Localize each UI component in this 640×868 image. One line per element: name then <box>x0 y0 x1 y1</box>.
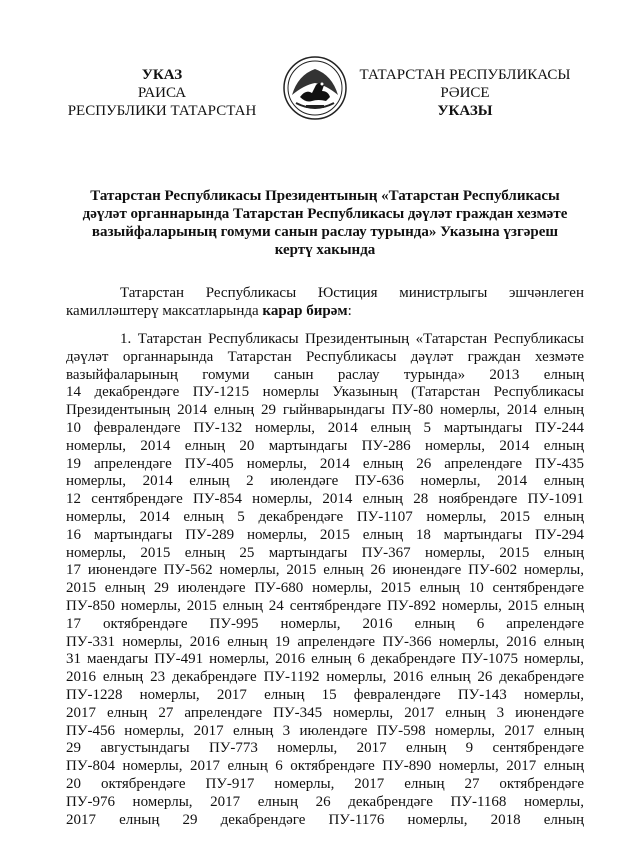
paragraph-1-line: ПУ-331 номерлы, 2016 елның 19 апрелендәге ПУ-366 номерлы, 2016 елның <box>66 633 584 650</box>
paragraph-1-line: 2016 елның 23 декабрендәге ПУ-1192 номерлы, 2016 елның 26 декабрендәге <box>66 669 584 686</box>
paragraph-1-line: ПУ-976 номерлы, 2017 елның 26 декабрендәге ПУ-1168 номерлы, <box>66 793 584 810</box>
header-left-line-1: УКАЗ <box>141 67 183 83</box>
paragraph-1-line: 31 маендагы ПУ-491 номерлы, 2016 елның 6 декабрендәге ПУ-1075 номерлы, <box>66 651 584 668</box>
paragraph-1-line: 2017 елның 27 апрелендәге ПУ-345 номерлы, 2017 елның 3 июнендәге <box>66 704 584 721</box>
paragraph-1-line: 20 октябрендәге ПУ-917 номерлы, 2017 елның 27 октябрендәге <box>66 775 584 792</box>
paragraph-1-line: 1. Татарстан Республикасы Президентының «Татарстан Республикасы <box>120 331 584 347</box>
paragraph-1-line: ПУ-456 номерлы, 2017 елның 3 июлендәге ПУ-598 номерлы, 2017 елның <box>66 722 584 739</box>
paragraph-1-line: номерлы, 2015 елның 25 мартындагы ПУ-367 номерлы, 2015 елның <box>66 544 584 561</box>
paragraph-1-line: 19 апрелендәге ПУ-405 номерлы, 2014 елның 26 апрелендәге ПУ-435 <box>66 455 584 472</box>
title-line: Татарстан Республикасы Президентының «Татарстан Республикасы <box>90 188 560 204</box>
paragraph-1-line: 2017 елның 29 декабрендәге ПУ-1176 номерлы, 2018 елның <box>66 811 584 828</box>
intro-line-2 <box>66 303 584 321</box>
paragraph-1-line: 10 февралендәге ПУ-132 номерлы, 2014 елның 5 мартындагы ПУ-244 <box>66 419 584 436</box>
header-left-line-3: РЕСПУБЛИКИ ТАТАРСТАН <box>67 103 257 119</box>
tatarstan-emblem-icon <box>282 55 348 121</box>
intro-line-1: Татарстан Республикасы Юстиция министрлыгы эшчәнлеген <box>120 285 584 301</box>
header-right <box>358 66 572 120</box>
paragraph-1-line: 29 августындагы ПУ-773 номерлы, 2017 елның 9 сентябрендәге <box>66 740 584 757</box>
paragraph-1-line: 2015 елның 29 июлендәге ПУ-680 номерлы, 2015 елның 10 сентябрендәге <box>66 580 584 597</box>
paragraph-1 <box>66 331 584 829</box>
paragraph-1-line: номерлы, 2014 елның 5 декабрендәге ПУ-1107 номерлы, 2015 елның <box>66 508 584 525</box>
intro-paragraph <box>66 285 584 321</box>
title-line: вазыйфаларының гомуми санын раслау турында» Указына үзгәреш <box>91 224 559 240</box>
header-right-line-2: РӘИСЕ <box>440 85 490 101</box>
paragraph-1-line: 17 июнендәге ПУ-562 номерлы, 2015 елның 26 июнендәге ПУ-602 номерлы, <box>66 562 584 579</box>
paragraph-1-line: 12 сентябрендәге ПУ-854 номерлы, 2014 елның 28 ноябрендәге ПУ-1091 <box>66 491 584 508</box>
header-left-line-2: РАИСА <box>137 85 187 101</box>
document-title <box>70 187 580 259</box>
header-right-line-1: ТАТАРСТАН РЕСПУБЛИКАСЫ <box>359 67 571 83</box>
paragraph-1-line: 17 октябрендәге ПУ-995 номерлы, 2016 елның 6 апрелендәге <box>66 615 584 632</box>
paragraph-1-line: номерлы, 2014 елның 2 июлендәге ПУ-636 номерлы, 2014 елның <box>66 473 584 490</box>
paragraph-1-line: номерлы, 2014 елның 20 мартындагы ПУ-286 номерлы, 2014 елның <box>66 437 584 454</box>
paragraph-1-line: вазыйфаларының гомуми санын раслау турында» 2013 елның <box>66 366 584 383</box>
intro-line-2-start: камилләштерү максатларында <box>66 302 263 319</box>
title-line: дәүләт органнарында Татарстан Республикасы дәүләт граждан хезмәте <box>82 206 568 222</box>
intro-line-2-end: : <box>347 302 352 319</box>
paragraph-1-line: дәүләт органнарында Татарстан Республикасы дәүләт граждан хезмәте <box>66 348 584 365</box>
title-line: кертү хакында <box>274 242 376 258</box>
paragraph-1-line: 16 мартындагы ПУ-289 номерлы, 2015 елның 18 мартындагы ПУ-294 <box>66 526 584 543</box>
paragraph-1-line: ПУ-850 номерлы, 2015 елның 24 сентябрендәге ПУ-892 номерлы, 2015 елның <box>66 597 584 614</box>
header-right-line-3: УКАЗЫ <box>437 103 493 119</box>
paragraph-1-line: 14 декабрендәге ПУ-1215 номерлы Указының (Татарстан Республикасы <box>66 384 584 401</box>
paragraph-1-line: ПУ-804 номерлы, 2017 елның 6 октябрендәге ПУ-890 номерлы, 2017 елның <box>66 758 584 775</box>
paragraph-1-line: ПУ-1228 номерлы, 2017 елның 15 февралендәге ПУ-143 номерлы, <box>66 686 584 703</box>
header-left <box>62 66 262 120</box>
intro-decree-phrase: карар бирәм <box>262 302 348 319</box>
paragraph-1-line: Президентының 2014 елның 29 гыйнварындагы ПУ-80 номерлы, 2014 елның <box>66 402 584 419</box>
